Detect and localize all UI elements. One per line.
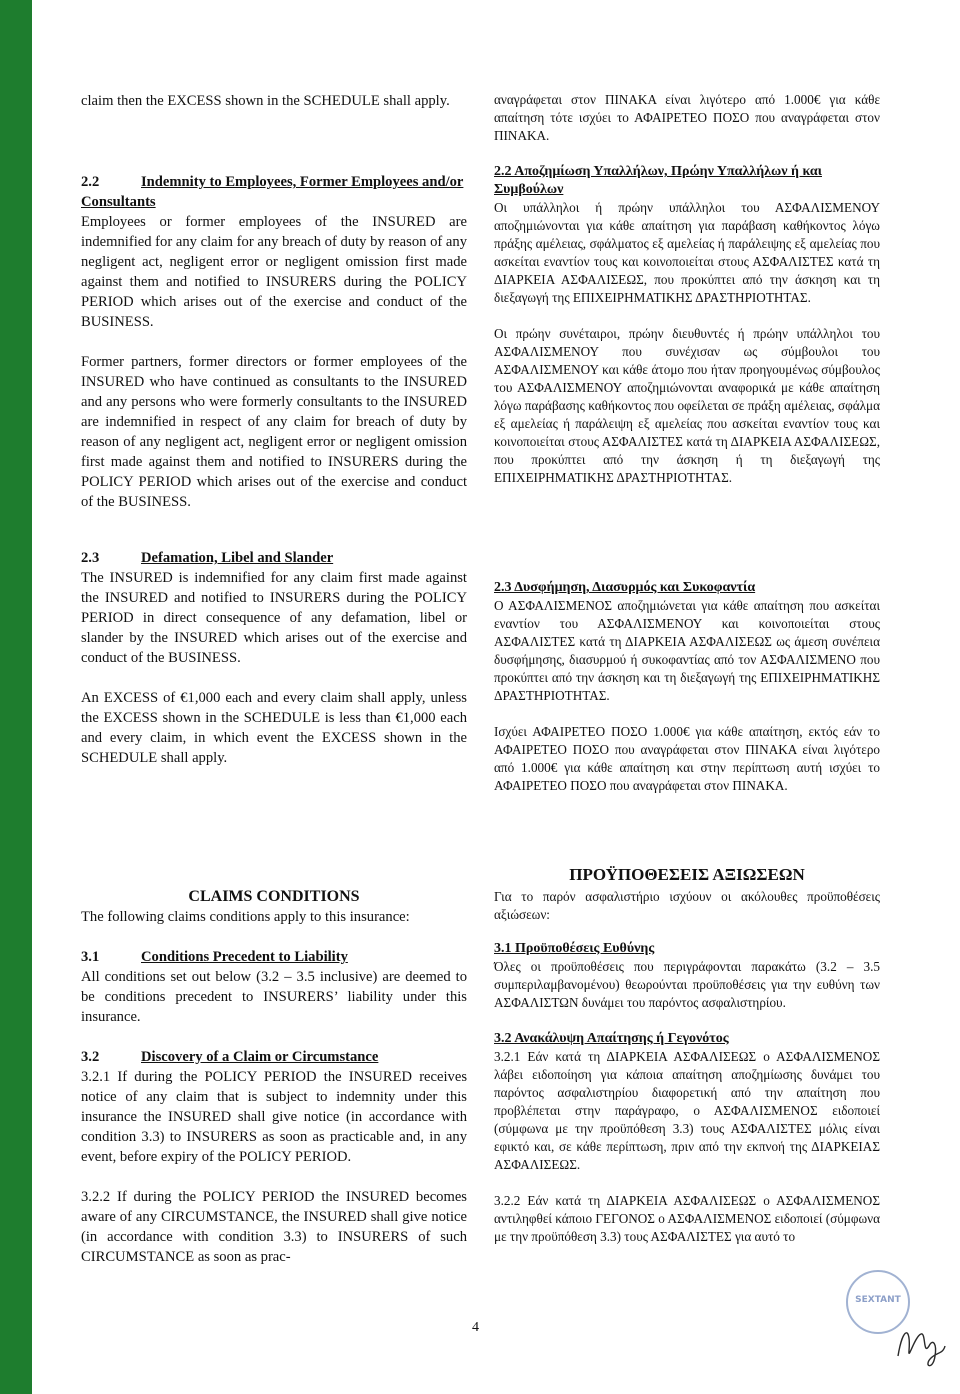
gr-section-3-1-heading: 3.1 Προϋποθέσεις Ευθύνης	[494, 941, 655, 956]
en-section-3-2-heading	[81, 1047, 467, 1067]
en-section-3-1-heading	[81, 947, 467, 967]
en-section-3-1-para: All conditions set out below (3.2 – 3.5 inclusive) are deemed to be conditions precedent to INSURERS’ liability under this insurance.	[81, 969, 467, 1025]
en-section-2-2-heading	[81, 172, 467, 212]
en-section-2-3-para-1: The INSURED is indemnified for any claim first made against the INSURED and notified to INSURERS during the POLICY PERIOD in direct consequence of any defamation, libel or slander by the INSURED which arises out of the exercise and conduct of the BUSINESS.	[81, 570, 467, 666]
en-section-2-3-title: Defamation, Libel and Slander	[141, 550, 334, 566]
en-section-2-3-heading	[81, 548, 467, 568]
gr-claims-intro: Για το παρόν ασφαλιστήριο ισχύουν οι ακόλουθες προϋποθέσεις αξιώσεων:	[494, 889, 880, 922]
gr-continuation-text: αναγράφεται στον ΠΙΝΑΚΑ είναι λιγότερο από 1.000€ για κάθε απαίτηση τότε ισχύει το ΑΦΑΙΡΕΤΕΟ ΠΟΣΟ που αναγράφεται στον ΠΙΝΑΚΑ.	[494, 92, 880, 143]
english-top-section	[81, 91, 467, 111]
en-continuation-text: claim then the EXCESS shown in the SCHEDULE shall apply.	[81, 93, 450, 109]
en-section-3-2-para-1: 3.2.1 If during the POLICY PERIOD the INSURED receives notice of any claim that is subject to indemnity under this insurance the INSURED shall give notice (in accordance with condition 3.3) to INSURERS as soon as practicable and, in any event, before expiry of the POLICY PERIOD.	[81, 1069, 467, 1165]
gr-section-3-2-para-2: 3.2.2 Εάν κατά τη ΔΙΑΡΚΕΙΑ ΑΣΦΑΛΙΣΕΩΣ ο ΑΣΦΑΛΙΣΜΕΝΟΣ αντιληφθεί κάποιο ΓΕΓΟΝΟΣ ο ΑΣΦΑΛΙΣΜΕΝΟΣ ειδοποιεί (σύμφωνα με την προϋπόθεση 3.3) τους ΑΣΦΑΛΙΣΤΕΣ για αυτό το	[494, 1193, 880, 1244]
stamp-text: SEXTANT	[855, 1295, 901, 1305]
en-claims-intro: The following claims conditions apply to this insurance:	[81, 909, 410, 925]
gr-section-2-3	[494, 579, 880, 795]
en-section-2-2-para-2: Former partners, former directors or former employees of the INSURED who have continued as consultants to the INSURED and any persons who were formerly consultants to the INSURED are indemnified in respect of any claim for breach of duty by reason of any negligent act, negligent error or negligent omission first made against them and notified to INSURERS during the POLICY PERIOD which arises out of the exercise and conduct of the BUSINESS.	[81, 354, 467, 510]
en-section-2-3	[81, 548, 467, 768]
en-section-3-1-title: Conditions Precedent to Liability	[141, 949, 348, 965]
en-section-3-2-title: Discovery of a Claim or Circumstance	[141, 1049, 379, 1065]
greek-top-section	[494, 91, 880, 145]
en-claims-conditions	[81, 887, 467, 1267]
en-section-2-3-number: 2.3	[81, 550, 100, 566]
en-section-3-2-para-2: 3.2.2 If during the POLICY PERIOD the INSURED becomes aware of any CIRCUMSTANCE, the INSURED shall give notice (in accordance with condition 3.3) to INSURERS of such CIRCUMSTANCE as soon as prac-	[81, 1189, 467, 1265]
gr-section-2-3-para-1: Ο ΑΣΦΑΛΙΣΜΕΝΟΣ αποζημιώνεται για κάθε απαίτηση που ασκείται εναντίον του ΑΣΦΑΛΙΣΜΕΝΟΥ και κοινοποιείται στους ΑΣΦΑΛΙΣΤΕΣ κατά τη ΔΙΑΡΚΕΙΑ ΑΣΦΑΛΙΣΕΩΣ ως άμεση συνέπεια δυσφήμησης, διασυρμού ή συκοφαντίας από τον ΑΣΦΑΛΙΣΜΕΝΟ που προκύπτει από την άσκηση και τη διεξαγωγή της ΕΠΙΧΕΙΡΗΜΑΤΙΚΗΣ ΔΡΑΣΤΗΡΙΟΤΗΤΑΣ.	[494, 598, 880, 703]
gr-section-2-2-heading: 2.2 Αποζημίωση Υπαλλήλων, Πρώην Υπαλλήλων ή και Συμβούλων	[494, 164, 822, 197]
gr-section-2-2-para-1: Οι υπάλληλοι ή πρώην υπάλληλοι του ΑΣΦΑΛΙΣΜΕΝΟΥ αποζημιώνονται για κάθε απαίτηση για παράβαση καθήκοντος λόγω πράξης αμέλειας, σφάλματος εξ αμελείας ή παράλειψης εξ αμελείας που ασκείται εναντίον τους και κοινοποιείται στους ΑΣΦΑΛΙΣΤΕΣ κατά τη ΔΙΑΡΚΕΙΑ ΑΣΦΑΛΙΣΕΩΣ, που προκύπτει από την άσκηση και τη διεξαγωγή της ΕΠΙΧΕΙΡΗΜΑΤΙΚΗΣ ΔΡΑΣΤΗΡΙΟΤΗΤΑΣ.	[494, 200, 880, 305]
gr-section-2-3-para-2: Ισχύει ΑΦΑΙΡΕΤΕΟ ΠΟΣΟ 1.000€ για κάθε απαίτηση, εκτός εάν το ΑΦΑΙΡΕΤΕΟ ΠΟΣΟ που αναγράφεται στον ΠΙΝΑΚΑ είναι λιγότερο από 1.000€ για κάθε απαίτηση και στην περίπτωση αυτή ισχύει το ΑΦΑΙΡΕΤΕΟ ΠΟΣΟ που αναγράφεται στον ΠΙΝΑΚΑ.	[494, 724, 880, 793]
gr-section-3-2-para-1: 3.2.1 Εάν κατά τη ΔΙΑΡΚΕΙΑ ΑΣΦΑΛΙΣΕΩΣ ο ΑΣΦΑΛΙΣΜΕΝΟΣ λάβει ειδοποίηση για κάποια απαίτηση αποζημίωσης δυνάμει του παρόντος ασφαλιστηρίου διαφορετική από την απαίτηση που προβλέπεται στην παράγραφο, ο ΑΣΦΑΛΙΣΜΕΝΟΣ ειδοποιεί (σύμφωνα με την προϋπόθεση 3.3) τους ΑΣΦΑΛΙΣΤΕΣ μόλις είναι εφικτό και, σε κάθε περίπτωση, πριν από την εκπνοή της ΔΙΑΡΚΕΙΑΣ ΑΣΦΑΛΙΣΕΩΣ.	[494, 1049, 880, 1172]
page-number: 4	[472, 1320, 479, 1335]
en-section-2-2	[81, 172, 467, 512]
en-section-2-3-para-2: An EXCESS of €1,000 each and every claim shall apply, unless the EXCESS shown in the SCHEDULE is less than €1,000 each and every claim, in which event the EXCESS shown in the SCHEDULE shall apply.	[81, 690, 467, 766]
en-section-2-2-title: Indemnity to Employees, Former Employees and/or Consultants	[81, 174, 464, 210]
signature-icon	[893, 1316, 948, 1376]
en-claims-title: CLAIMS CONDITIONS	[188, 888, 360, 905]
en-section-3-2-number: 3.2	[81, 1049, 100, 1065]
gr-section-2-2	[494, 163, 880, 487]
gr-section-3-1-para: Όλες οι προϋποθέσεις που περιγράφονται παρακάτω (3.2 – 3.5 συμπεριλαμβανομένου) θεωρούνται προϋποθέσεις για την ευθύνη των ΑΣΦΑΛΙΣΤΩΝ δυνάμει του παρόντος ασφαλιστηρίου.	[494, 959, 880, 1010]
gr-claims-conditions	[494, 862, 880, 1246]
green-margin-bar	[0, 0, 32, 1394]
gr-section-2-3-heading: 2.3 Δυσφήμηση, Διασυρμός και Συκοφαντία	[494, 580, 756, 595]
gr-claims-title: ΠΡΟΫΠΟΘΕΣΕΙΣ ΑΞΙΩΣΕΩΝ	[569, 865, 805, 884]
gr-section-2-2-para-2: Οι πρώην συνέταιροι, πρώην διευθυντές ή πρώην υπάλληλοι του ΑΣΦΑΛΙΣΜΕΝΟΥ που συνέχισαν ως σύμβουλοι του ΑΣΦΑΛΙΣΜΕΝΟΥ και κάθε άτομο που ήταν προηγουμένως σύμβουλος του ΑΣΦΑΛΙΣΜΕΝΟΥ αποζημιώνονται αναφορικά με κάθε απαίτηση λόγω παράβασης καθήκοντος που οφείλεται σε πράξη αμέλειας, σφάλμα εξ αμελείας ή παράλειψη εξ αμελείας που ασκείται εναντίον τους και κοινοποιείται στους ΑΣΦΑΛΙΣΤΕΣ κατά τη ΔΙΑΡΚΕΙΑ ΑΣΦΑΛΙΣΕΩΣ, που προκύπτει από την άσκηση ή τη διεξαγωγή της ΕΠΙΧΕΙΡΗΜΑΤΙΚΗΣ ΔΡΑΣΤΗΡΙΟΤΗΤΑΣ.	[494, 326, 880, 485]
en-section-3-1-number: 3.1	[81, 949, 100, 965]
gr-section-3-2-heading: 3.2 Ανακάλυψη Απαίτησης ή Γεγονότος	[494, 1031, 729, 1046]
en-section-2-2-number: 2.2	[81, 174, 100, 190]
en-section-2-2-para-1: Employees or former employees of the INSURED are indemnified for any claim for any breach of duty by reason of any negligent act, negligent error or negligent omission first made against them and notified to INSURERS during the POLICY PERIOD which arises out of the exercise and conduct of the BUSINESS.	[81, 214, 467, 330]
